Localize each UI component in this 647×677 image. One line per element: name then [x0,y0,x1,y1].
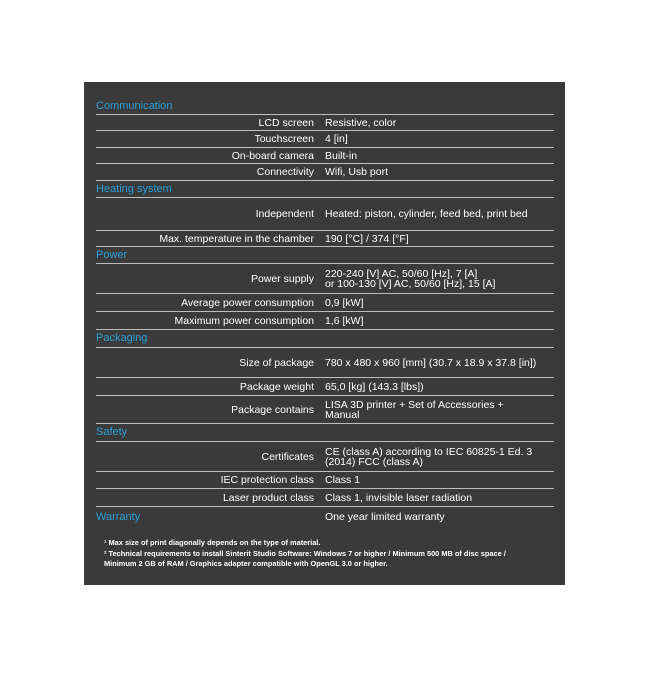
section-power: Power [96,247,554,264]
spec-row-independent [96,198,554,231]
spec-label: IEC protection class [220,474,314,486]
spec-label: Certificates [261,450,314,463]
spec-row-warranty [96,507,554,527]
spec-label: Independent [255,208,314,220]
spec-row-maximum-power [96,312,554,330]
spec-label: Touchscreen [254,133,314,145]
section-heating-system: Heating system [96,181,554,198]
spec-label: Laser product class [222,491,314,504]
spec-label: Power supply [250,272,314,285]
spec-row-touchscreen [96,131,554,148]
spec-row-power-supply [96,264,554,294]
spec-row-iec-protection [96,472,554,489]
spec-value: CE (class A) according to IEC 60825-1 Ed. 3 (2014) FCC (class A) [325,445,533,468]
spec-label: Average power consumption [181,296,314,309]
spec-row-connectivity [96,164,554,181]
spec-row-onboard-camera [96,148,554,164]
spec-row-certificates [96,442,554,472]
spec-value: Wifi, Usb port [325,166,389,178]
spec-row-max-temperature [96,231,554,247]
section-packaging: Packaging [96,330,554,348]
spec-label: Connectivity [256,166,314,178]
spec-value: Built-in [325,149,358,162]
spec-value: 1,6 [kW] [325,314,364,327]
spec-label: LCD screen [258,116,314,129]
spec-value: Resistive, color [325,116,397,129]
spec-label: Package contains [231,403,314,416]
specifications-panel [84,82,565,585]
spec-row-package-contains [96,396,554,424]
spec-value: 4 [in] [325,133,348,145]
spec-value: 190 [°C] / 374 [°F] [325,232,409,245]
spec-label: Max. temperature in the chamber [159,232,314,245]
footnotes [104,538,506,570]
footnote-2-continued: Minimum 2 GB of RAM / Graphics adapter compatible with OpenGL 3.0 or higher. [104,559,388,568]
spec-label: Size of package [239,356,314,369]
section-communication: Communication [96,98,554,115]
spec-row-lcd-screen [96,115,554,131]
spec-label: Maximum power consumption [174,314,314,327]
spec-value: Class 1 [325,474,361,486]
spec-row-package-weight [96,378,554,396]
spec-value: 780 x 480 x 960 [mm] (30.7 x 18.9 x 37.8 [in]) [325,356,537,369]
spec-value: Heated: piston, cylinder, feed bed, print bed [325,208,528,220]
spec-value: 0,9 [kW] [325,296,364,309]
spec-label: On-board camera [231,149,314,162]
footnote-1: ¹ Max size of print diagonally depends on the type of material. [104,538,321,547]
footnote-2: ² Technical requirements to install Sinterit Studio Software: Windows 7 or higher / Minimum 500 MB of disc space / [104,548,506,558]
spec-value: One year limited warranty [325,511,445,523]
spec-value: 65,0 [kg] (143.3 [lbs]) [325,380,424,393]
spec-row-package-size [96,348,554,378]
spec-value: Class 1, invisible laser radiation [325,491,473,504]
spec-row-average-power [96,294,554,312]
section-warranty: Warranty [96,511,141,523]
spec-row-laser-class [96,489,554,507]
spec-value: LISA 3D printer + Set of Accessories + Manual [325,398,504,421]
spec-value: 220-240 [V] AC, 50/60 [Hz], 7 [A] or 100-130 [V] AC, 50/60 [Hz], 15 [A] [325,267,496,290]
section-safety: Safety [96,424,554,442]
spec-label: Package weight [239,380,314,393]
